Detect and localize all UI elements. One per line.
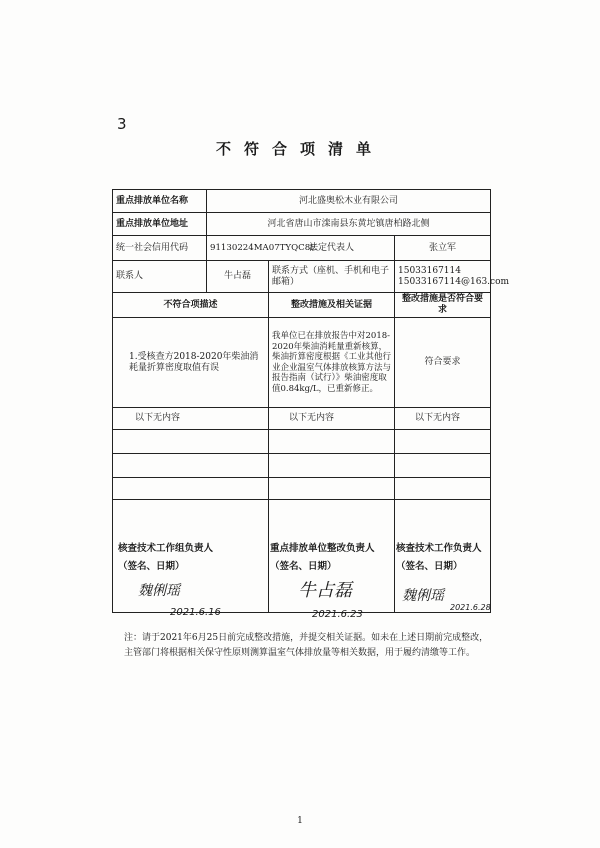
page-title: 不符合项清单 xyxy=(215,140,384,158)
sig2-title: 重点排放单位整改负责人 xyxy=(270,543,375,554)
sig1-hint: （签名、日期） xyxy=(118,561,185,572)
footnote: 注：请于2021年6月25日前完成整改措施，并提交相关证据。如未在上述日期前完成整改，主管部门将根据相关保守性原则测算温室气体排放量等相关数据，用于履约清缴等工作。 xyxy=(124,633,489,658)
table-row xyxy=(113,213,491,236)
table-row xyxy=(113,261,491,293)
item1-meets: 符合要求 xyxy=(395,318,491,408)
unit-name-label: 重点排放单位名称 xyxy=(113,190,207,213)
table-header-row xyxy=(113,293,491,318)
table-row xyxy=(113,318,491,408)
sig3-signature: 魏俐瑶 xyxy=(402,588,444,604)
sig2-hint: （签名、日期） xyxy=(270,561,337,572)
col-header-description: 不符合项描述 xyxy=(113,293,269,318)
sig2-date: 2021.6.23 xyxy=(312,609,363,620)
sig3-hint: （签名、日期） xyxy=(396,561,463,572)
item1-description: 1.受核查方2018-2020年柴油消耗量折算密度取值有误 xyxy=(113,318,269,408)
table-row xyxy=(113,190,491,213)
table-row xyxy=(113,236,491,261)
no-more-content-2: 以下无内容 xyxy=(269,408,395,430)
col-header-measures: 整改措施及相关证据 xyxy=(269,293,395,318)
sig3-date: 2021.6.28 xyxy=(450,603,491,612)
table-row xyxy=(113,430,491,454)
contact-method-label: 联系方式（座机、手机和电子邮箱） xyxy=(269,261,395,293)
unit-name-value: 河北盛奥松木业有限公司 xyxy=(207,190,491,213)
page-marker: 3 xyxy=(117,115,127,133)
contact-value: 牛占磊 xyxy=(207,261,269,293)
contact-email: 15033167114@163.com xyxy=(398,276,510,287)
page-number: 1 xyxy=(297,816,303,826)
contact-label: 联系人 xyxy=(113,261,207,293)
credit-code-value: 91130224MA07TYQC8E xyxy=(210,242,317,253)
table-row xyxy=(113,408,491,430)
legal-rep-label: 法定代表人 xyxy=(308,242,354,253)
unit-address-label: 重点排放单位地址 xyxy=(113,213,207,236)
credit-code-label: 统一社会信用代码 xyxy=(113,236,207,261)
legal-rep-value: 张立军 xyxy=(395,236,491,261)
item1-measures: 我单位已在排放报告中对2018-2020年柴油消耗量重新核算，柴油折算密度根据《工业其他行业企业温室气体排放核算方法与报告指南（试行）》柴油密度取值0.84kg/L，已重新修正。 xyxy=(269,318,395,408)
col-header-meets: 整改措施是否符合要求 xyxy=(395,293,491,318)
no-more-content-1: 以下无内容 xyxy=(113,408,269,430)
no-more-content-3: 以下无内容 xyxy=(395,408,491,430)
sig3-title: 核查技术工作负责人 xyxy=(396,543,482,554)
unit-address-value: 河北省唐山市滦南县东黄坨镇唐柏路北侧 xyxy=(207,213,491,236)
table-row xyxy=(113,478,491,500)
contact-phone: 15033167114 xyxy=(398,265,461,276)
sig1-title: 核查技术工作组负责人 xyxy=(118,543,214,554)
sig1-date: 2021.6.16 xyxy=(170,607,221,618)
sig1-signature: 魏俐瑶 xyxy=(138,583,180,599)
sig2-signature: 牛占磊 xyxy=(298,580,352,601)
table-row xyxy=(113,454,491,478)
